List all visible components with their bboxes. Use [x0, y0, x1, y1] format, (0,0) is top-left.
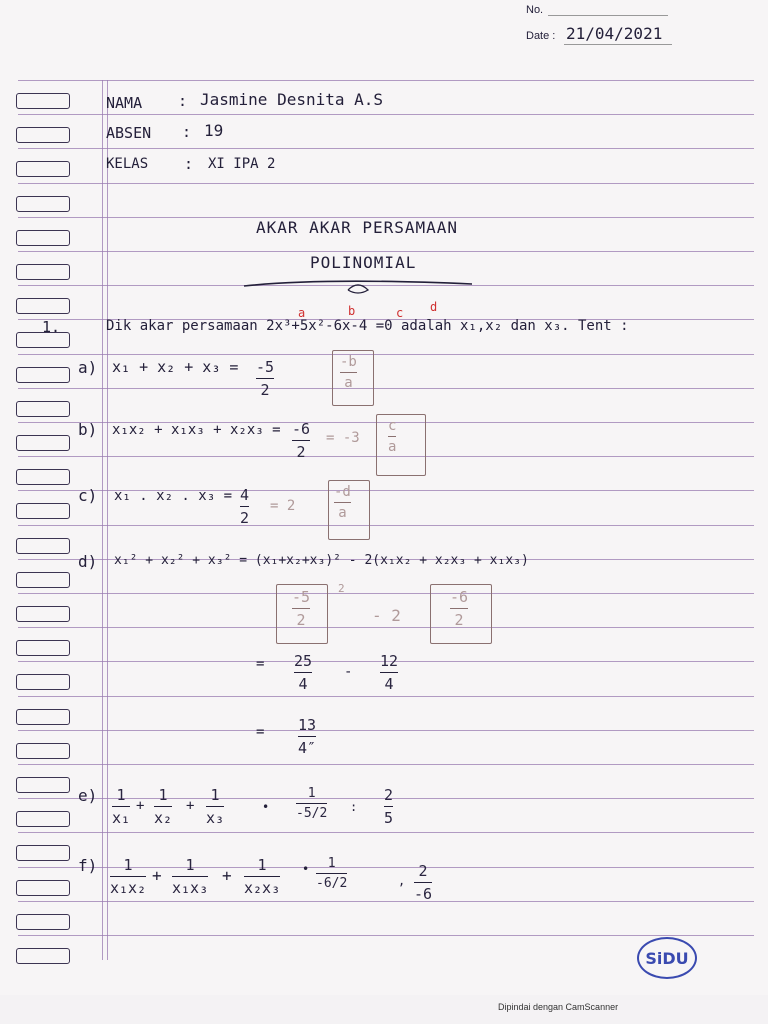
- margin-box: [16, 230, 70, 246]
- part-a-formula: -b a: [340, 354, 357, 392]
- nama-sep: :: [178, 92, 188, 110]
- title-line2: POLINOMIAL: [310, 253, 417, 272]
- ruled-line: [18, 183, 754, 184]
- kelas-sep: :: [184, 155, 194, 173]
- part-f-term3: 1 x₂x₃: [244, 856, 281, 898]
- margin-box: [16, 674, 70, 690]
- margin-box: [16, 880, 70, 896]
- ruled-line: [18, 525, 754, 526]
- problem-text: Dik akar persamaan 2x³+5x²-6x-4 =0 adalah x₁,x₂ dan x₃. Tent :: [106, 318, 629, 334]
- part-c-result: = 2: [270, 498, 296, 514]
- ruled-line: [18, 696, 754, 697]
- ruled-lines: [18, 80, 754, 960]
- part-b-formula: c a: [388, 418, 397, 456]
- part-c-label: c): [78, 486, 98, 505]
- part-b-result: = -3: [326, 430, 360, 446]
- ruled-line: [18, 593, 754, 594]
- nama-value: Jasmine Desnita A.S: [200, 90, 384, 109]
- coef-label-c: c: [396, 306, 404, 320]
- coef-label-d: d: [430, 300, 438, 314]
- sidu-logo: [637, 937, 697, 979]
- part-a-lhs: x₁ + x₂ + x₃ =: [112, 358, 239, 376]
- part-d-step2-frac: 25 4: [294, 652, 313, 694]
- nama-label: NAMA: [106, 94, 143, 112]
- margin-box: [16, 811, 70, 827]
- margin-box: [16, 743, 70, 759]
- ruled-line: [18, 354, 754, 355]
- ruled-line: [18, 148, 754, 149]
- margin-box: [16, 845, 70, 861]
- kelas-label: KELAS: [106, 156, 149, 172]
- margin-box: [16, 264, 70, 280]
- part-d-step1-frac: -5 2: [292, 588, 311, 630]
- ruled-line: [18, 935, 754, 936]
- margin-box: [16, 777, 70, 793]
- part-e-label: e): [78, 786, 98, 805]
- margin-box: [16, 606, 70, 622]
- ruled-line: [18, 832, 754, 833]
- absen-value: 19: [204, 121, 224, 140]
- no-label: No.: [526, 4, 544, 16]
- ruled-line: [18, 251, 754, 252]
- part-e-final: 2 5: [384, 786, 394, 828]
- problem-number: 1.: [42, 318, 61, 336]
- part-f-term2: 1 x₁x₃: [172, 856, 209, 898]
- part-d-step1-frac2: -6 2: [450, 588, 469, 630]
- part-f-term1: 1 x₁x₂: [110, 856, 147, 898]
- margin-box: [16, 196, 70, 212]
- part-e-term3: 1 x₃: [206, 786, 225, 828]
- part-a-fraction: -5 2: [256, 358, 275, 400]
- kelas-value: XI IPA 2: [208, 156, 276, 172]
- part-d-step1-mid: - 2: [372, 606, 401, 625]
- part-e-term2: 1 x₂: [154, 786, 173, 828]
- part-b-fraction: -6 2: [292, 420, 311, 462]
- logo-text: SiDU: [645, 948, 689, 968]
- margin-box: [16, 572, 70, 588]
- margin-box: [16, 948, 70, 964]
- part-b-lhs: x₁x₂ + x₁x₃ + x₂x₃ =: [112, 422, 281, 438]
- ruled-line: [18, 388, 754, 389]
- margin-box: [16, 127, 70, 143]
- margin-box: [16, 469, 70, 485]
- part-f-result: 1 -6/2: [316, 856, 348, 892]
- title-underline: [240, 274, 480, 298]
- margin-box: [16, 709, 70, 725]
- ruled-line: [18, 730, 754, 731]
- margin-box: [16, 298, 70, 314]
- part-c-fraction: 4 2: [240, 486, 250, 528]
- part-f-final: 2 -6: [414, 862, 433, 904]
- part-d-step1-exp: 2: [338, 582, 345, 595]
- margin-box: [16, 503, 70, 519]
- part-d-step3-frac: 13 4″: [298, 716, 317, 758]
- part-e-result: 1 -5/2: [296, 786, 328, 822]
- part-d-step2-frac2: 12 4: [380, 652, 399, 694]
- scanner-footer: Dipindai dengan CamScanner: [498, 1002, 619, 1012]
- margin-box: [16, 435, 70, 451]
- notebook-page: No. Date : 21/04/2021 NAMA : Jasmine Desnita A.S ABSEN : 19 KELAS : XI IPA 2 AKAR AKAR PERSAMAAN POLINOMIAL 1. Dik akar persamaan 2x³+5x²-6x-4 =0 adalah x₁,x₂ dan x₃. Tent : a b c d a) x₁ + x₂ + x₃ = -5 2 -b a b) x₁x₂ + x₁x₃ + x₂x₃ = -6 2 = -3 c a c) x₁ . x₂ . x₃ = 4 2 = 2 -d a d) x₁² + x₂² + x₃² = (x₁+x₂+x₃)² - 2(x₁x₂ + x₂x₃ + x₁x₃) -5 2 2 - 2 -6 2 = 25 4 - 12 4 = 13 4″ e) 1 x₁ + 1 x₂ + 1 x₃ • 1 -5/2 : 2 5 f) 1 x₁x₂ + 1 x₁x₃ + 1 x₂x₃ • 1 -6/2 , 2 -6 SiDU: [0, 0, 768, 995]
- margin-box: [16, 367, 70, 383]
- ruled-line: [18, 80, 754, 81]
- part-b-label: b): [78, 420, 98, 439]
- margin-box: [16, 93, 70, 109]
- ruled-line: [18, 901, 754, 902]
- part-d-step2-mid: -: [344, 664, 353, 680]
- absen-sep: :: [182, 123, 192, 141]
- title-line1: AKAR AKAR PERSAMAAN: [256, 218, 459, 237]
- absen-label: ABSEN: [106, 124, 152, 142]
- coef-label-a: a: [298, 306, 306, 320]
- margin-box: [16, 401, 70, 417]
- margin-box: [16, 640, 70, 656]
- ruled-line: [18, 114, 754, 115]
- ruled-line: [18, 764, 754, 765]
- date-label: Date :: [526, 30, 556, 42]
- part-e-term1: 1 x₁: [112, 786, 131, 828]
- part-d-label: d): [78, 552, 98, 571]
- part-a-label: a): [78, 358, 98, 377]
- part-c-lhs: x₁ . x₂ . x₃ =: [114, 488, 233, 504]
- ruled-line: [18, 627, 754, 628]
- margin-box: [16, 914, 70, 930]
- part-c-formula: -d a: [334, 484, 351, 522]
- coef-label-b: b: [348, 304, 356, 318]
- margin-box: [16, 538, 70, 554]
- date-value: 21/04/2021: [566, 24, 663, 43]
- margin-box: [16, 161, 70, 177]
- part-f-label: f): [78, 856, 98, 875]
- part-d-lhs: x₁² + x₂² + x₃² = (x₁+x₂+x₃)² - 2(x₁x₂ + x₂x₃ + x₁x₃): [114, 553, 529, 568]
